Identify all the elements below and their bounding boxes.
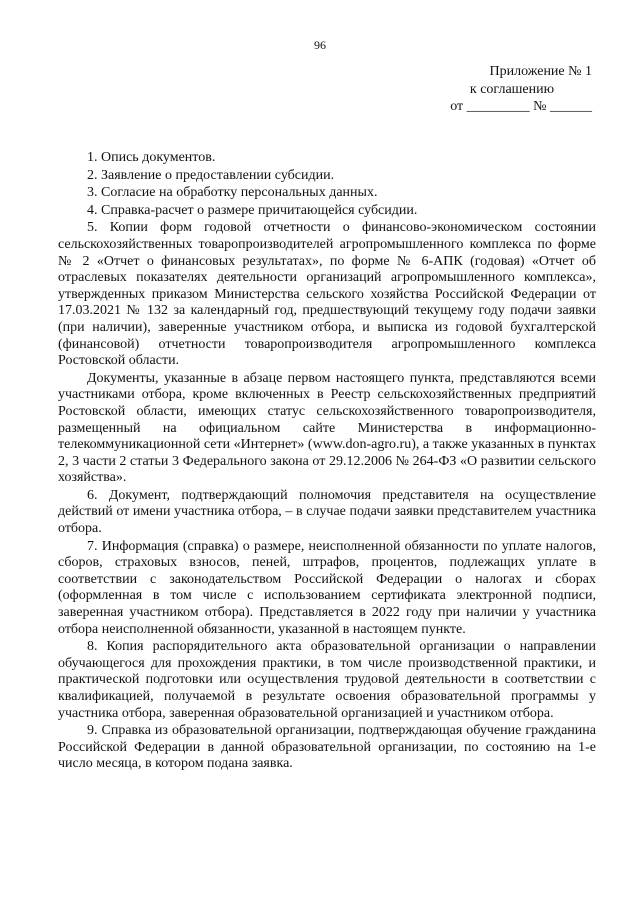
paragraph-8: 8. Копия распорядительного акта образовательной организации о направлении обучающегося для прохождения практики, в том числе производственной практики, и практической подготовки или осуществления трудовой деятельности в соответствии с квалификацией, получаемой в результате освоения образовательной программы у участника отбора, заверенная образовательной организацией и участником отбора. <box>58 639 596 721</box>
appendix-date-line: от _________ № ______ <box>450 99 592 114</box>
paragraph-1: 1. Опись документов. <box>87 150 216 165</box>
paragraph-9: 9. Справка из образовательной организации, подтверждающая обучение гражданина Российской Федерации в данной образовательной организации, по состоянию на 1-е число месяца, в котором подана заявка. <box>58 723 596 772</box>
document-body <box>58 150 596 773</box>
paragraph-6: 6. Документ, подтверждающий полномочия представителя на осуществление действий от имени участника отбора, – в случае подачи заявки представителем участника отбора. <box>58 487 596 537</box>
appendix-header <box>372 63 592 116</box>
paragraph-5: 5. Копии форм годовой отчетности о финансово-экономическом состоянии сельскохозяйственных товаропроизводителей агропромышленного комплекса по форме № 2 «Отчет о финансовых результатах», по форме № 6-АПК (годовая) «Отчет об отраслевых показателях деятельности организаций агропромышленного комплекса», утвержденных приказом Министерства сельского хозяйства Российской Федерации от 17.03.2021 № 132 за календарный год, предшествующий текущему году подачи заявки (при наличии), заверенные участником отбора, и выписка из годовой бухгалтерской (финансовой) отчетности товаропроизводителя агропромышленного комплекса Ростовской области. <box>58 220 596 369</box>
paragraph-5-note: Документы, указанные в абзаце первом настоящего пункта, представляются всеми участниками отбора, кроме включенных в Реестр сельскохозяйственных предприятий Ростовской области, имеющих статус сельскохозяйственного товаропроизводителя, размещенный на официальном сайте Министерства в информационно-телекоммуникационной сети «Интернет» (www.don-agro.ru), а также указанных в пунктах 2, 3 части 2 статьи 3 Федерального закона от 29.12.2006 № 264-ФЗ «О развитии сельского хозяйства». <box>58 370 596 486</box>
paragraph-2: 2. Заявление о предоставлении субсидии. <box>87 167 335 183</box>
paragraph-4: 4. Справка-расчет о размере причитающейся субсидии. <box>87 202 418 218</box>
paragraph-3: 3. Согласие на обработку персональных данных. <box>87 185 378 201</box>
appendix-subtitle: к соглашению <box>469 81 555 97</box>
paragraph-7: 7. Информация (справка) о размере, неисполненной обязанности по уплате налогов, сборов, страховых взносов, пеней, штрафов, процентов, подлежащих уплате в соответствии с законодательством Российской Федерации о налогах и сборах (оформленная в том числе с использованием сертификата электронной подписи, заверенная участником отбора). Представляется в 2022 году при наличии у участника отбора неисполненной обязанности, указанной в настоящем пункте. <box>58 538 596 637</box>
appendix-title: Приложение № 1 <box>489 64 592 79</box>
page-number: 96 <box>314 38 326 52</box>
